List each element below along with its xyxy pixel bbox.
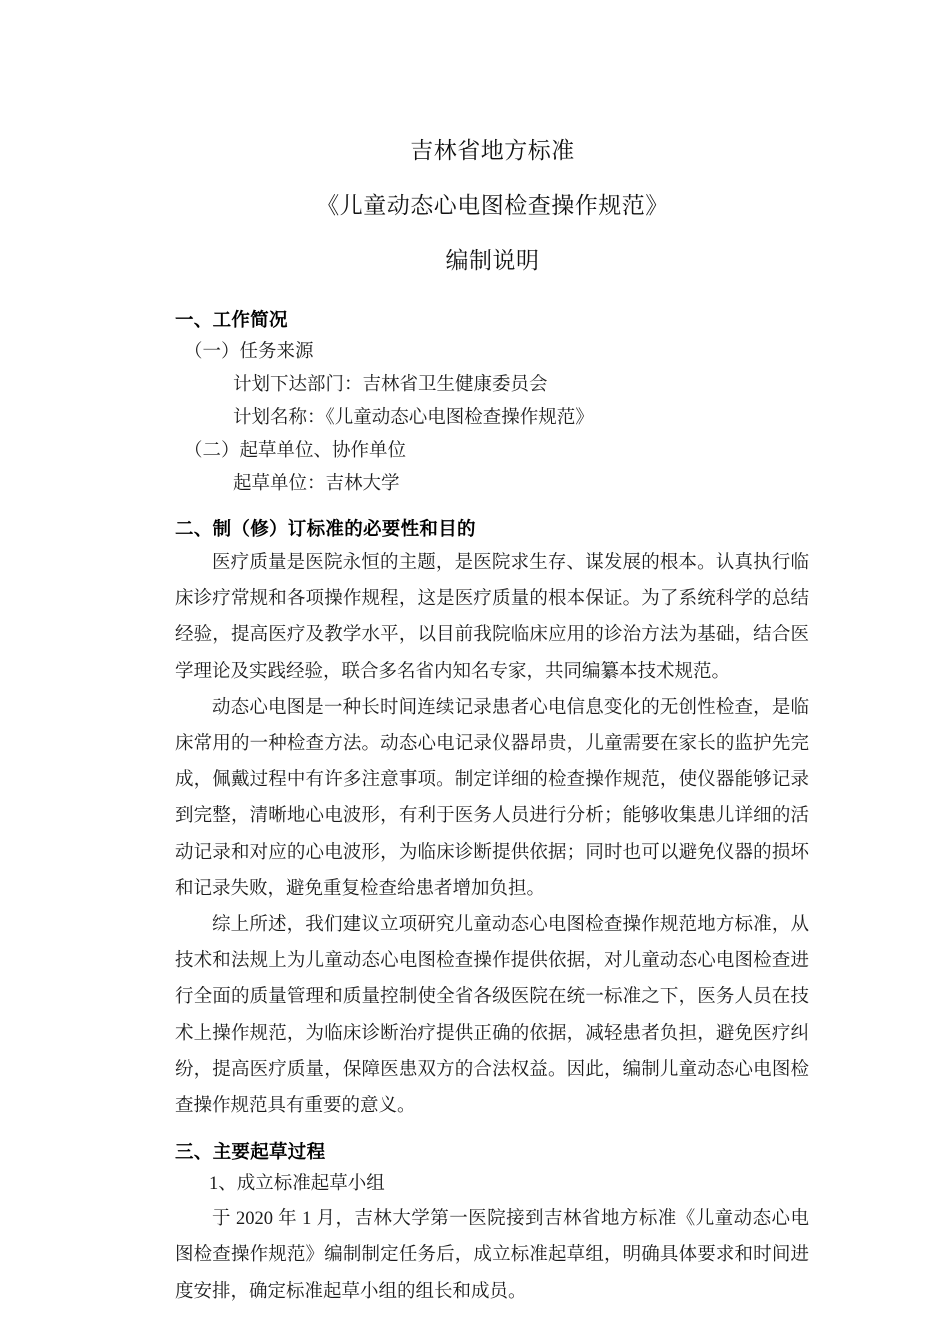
section-heading-drafting-process: 三、主要起草过程 (175, 1142, 326, 1164)
page-title-standard-document: 《儿童动态心电图检查操作规范》 (316, 193, 669, 219)
detail-plan-name: 计划名称：《儿童动态心电图检查操作规范》 (233, 408, 594, 428)
page-title-subtitle: 编制说明 (445, 248, 540, 274)
page-title-standard-name: 吉林省地方标准 (410, 138, 575, 164)
paragraph-drafting-group-formation: 于 2020 年 1 月，吉林大学第一医院接到吉林省地方标准《儿童动态心电图检查操作规范》编制制定任务后，成立标准起草组，明确具体要求和时间进度安排，确定标准起草小组的组长和成员。 (175, 1209, 809, 1302)
paragraph-medical-quality: 医疗质量是医院永恒的主题，是医院求生存、谋发展的根本。认真执行临床诊疗常规和各项操作规程，这是医疗质量的根本保证。为了系统科学的总结经验，提高医疗及教学水平，以目前我院临床应用的诊治方法为基础，结合医学理论及实践经验，联合多名省内知名专家，共同编纂本技术规范。 (175, 553, 809, 682)
subsection-task-source: （一）任务来源 (184, 342, 314, 362)
subsection-establish-drafting-group: 1、成立标准起草小组 (209, 1174, 385, 1195)
document-title-block (135, 0, 850, 284)
detail-issuing-department: 计划下达部门：吉林省卫生健康委员会 (233, 375, 548, 395)
section-heading-work-overview: 一、工作简况 (175, 310, 288, 331)
detail-drafting-unit: 起草单位：吉林大学 (233, 474, 400, 494)
section-heading-necessity-and-purpose: 二、制（修）订标准的必要性和目的 (175, 519, 476, 540)
subsection-drafting-units: （二）起草单位、协作单位 (184, 441, 407, 461)
paragraph-conclusion-proposal: 综上所述，我们建议立项研究儿童动态心电图检查操作规范地方标准，从技术和法规上为儿童动态心电图检查操作提供依据，对儿童动态心电图检查进行全面的质量管理和质量控制使全省各级医院在统一标准之下，医务人员在技术上操作规范，为临床诊断治疗提供正确的依据，减轻患者负担，避免医疗纠纷，提高医疗质量，保障医患双方的合法权益。因此，编制儿童动态心电图检查操作规范具有重要的意义。 (175, 915, 809, 1117)
paragraph-holter-description: 动态心电图是一种长时间连续记录患者心电信息变化的无创性检查，是临床常用的一种检查方法。动态心电记录仪器昂贵，儿童需要在家长的监护先完成，佩戴过程中有许多注意事项。制定详细的检查操作规范，使仪器能够记录到完整，清晰地心电波形，有利于医务人员进行分析；能够收集患儿详细的活动记录和对应的心电波形，为临床诊断提供依据；同时也可以避免仪器的损坏和记录失败，避免重复检查给患者增加负担。 (175, 697, 809, 899)
